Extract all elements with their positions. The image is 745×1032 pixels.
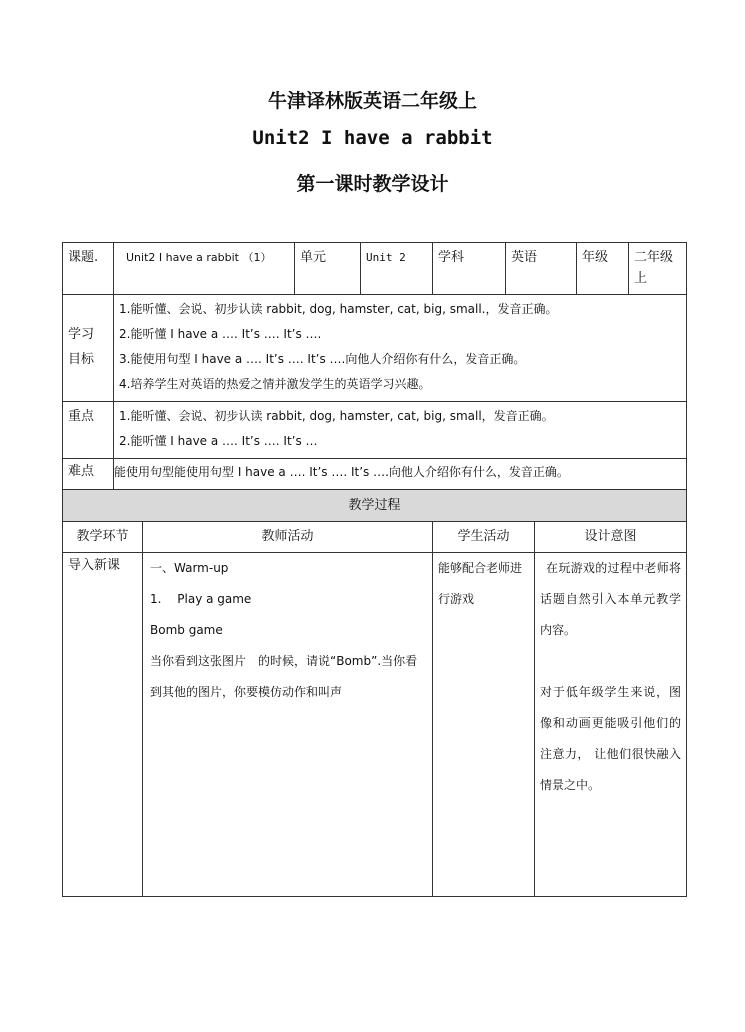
difficulty-row bbox=[63, 459, 687, 490]
column-intent: 设计意图 bbox=[584, 529, 637, 544]
goal-item-3: 3.能使用句型 I have a …. It’s …. It’s ….向他人介绍你有什么，发音正确。 bbox=[119, 352, 526, 366]
goals-label: 学习目标 bbox=[68, 327, 95, 367]
lesson-title: 第一课时教学设计 bbox=[296, 173, 449, 195]
column-student: 学生活动 bbox=[457, 529, 510, 544]
unit-title: Unit2 I have a rabbit bbox=[252, 127, 493, 149]
key-points-label: 重点 bbox=[68, 409, 95, 424]
subject-label: 学科 bbox=[438, 250, 465, 265]
teacher-step-instruction: 当你看到这张图片 的时候，请说“Bomb”.当你看到其他的图片，你要模仿动作和叫声 bbox=[150, 654, 418, 699]
key-point-2: 2.能听懂 I have a …. It’s …. It’s … bbox=[119, 434, 318, 448]
stage-name: 导入新课 bbox=[68, 558, 121, 573]
intent-paragraph-2: 对于低年级学生来说，图像和动画更能吸引他们的注意力， 让他们很快融入情景之中。 bbox=[540, 685, 682, 792]
process-heading: 教学过程 bbox=[63, 490, 687, 522]
topic-value: Unit2 I have a rabbit （1） bbox=[126, 251, 272, 264]
process-heading-row bbox=[63, 490, 687, 522]
grade-label: 年级 bbox=[582, 250, 609, 265]
goal-item-4: 4.培养学生对英语的热爱之情并激发学生的英语学习兴趣。 bbox=[119, 377, 431, 391]
subject-value: 英语 bbox=[511, 250, 538, 265]
key-point-1: 1.能听懂、会说、初步认读 rabbit, dog, hamster, cat, big, small，发音正确。 bbox=[119, 409, 554, 423]
info-row bbox=[63, 243, 687, 295]
column-stage: 教学环节 bbox=[76, 529, 129, 544]
intent-paragraph-1: 在玩游戏的过程中老师将话题自然引入本单元教学内容。 bbox=[540, 561, 682, 637]
goals-row bbox=[63, 295, 687, 402]
difficulty-label: 难点 bbox=[68, 464, 95, 479]
process-columns-row bbox=[63, 522, 687, 553]
teacher-step-warmup: 一、Warm-up bbox=[150, 561, 229, 575]
student-activity: 能够配合老师进行游戏 bbox=[438, 561, 523, 606]
goal-item-2: 2.能听懂 I have a …. It’s …. It’s …. bbox=[119, 327, 322, 341]
key-points-row bbox=[63, 402, 687, 459]
lesson-plan-table bbox=[62, 242, 687, 897]
document-title: 牛津译林版英语二年级上 bbox=[267, 90, 477, 112]
grade-value: 二年级上 bbox=[634, 250, 674, 286]
column-teacher: 教师活动 bbox=[261, 529, 314, 544]
goal-item-1: 1.能听懂、会说、初步认读 rabbit, dog, hamster, cat, big, small.，发音正确。 bbox=[119, 302, 558, 316]
teacher-step-play: 1. Play a game bbox=[150, 592, 252, 606]
difficulty-text: 能使用句型能使用句型 I have a …. It’s …. It’s ….向他人介绍你有什么，发音正确。 bbox=[114, 465, 569, 479]
teacher-step-bomb: Bomb game bbox=[150, 623, 223, 637]
process-content-row bbox=[63, 553, 687, 897]
topic-label: 课题. bbox=[68, 250, 99, 265]
unit-label: 单元 bbox=[300, 250, 327, 265]
unit-value: Unit 2 bbox=[366, 251, 406, 264]
